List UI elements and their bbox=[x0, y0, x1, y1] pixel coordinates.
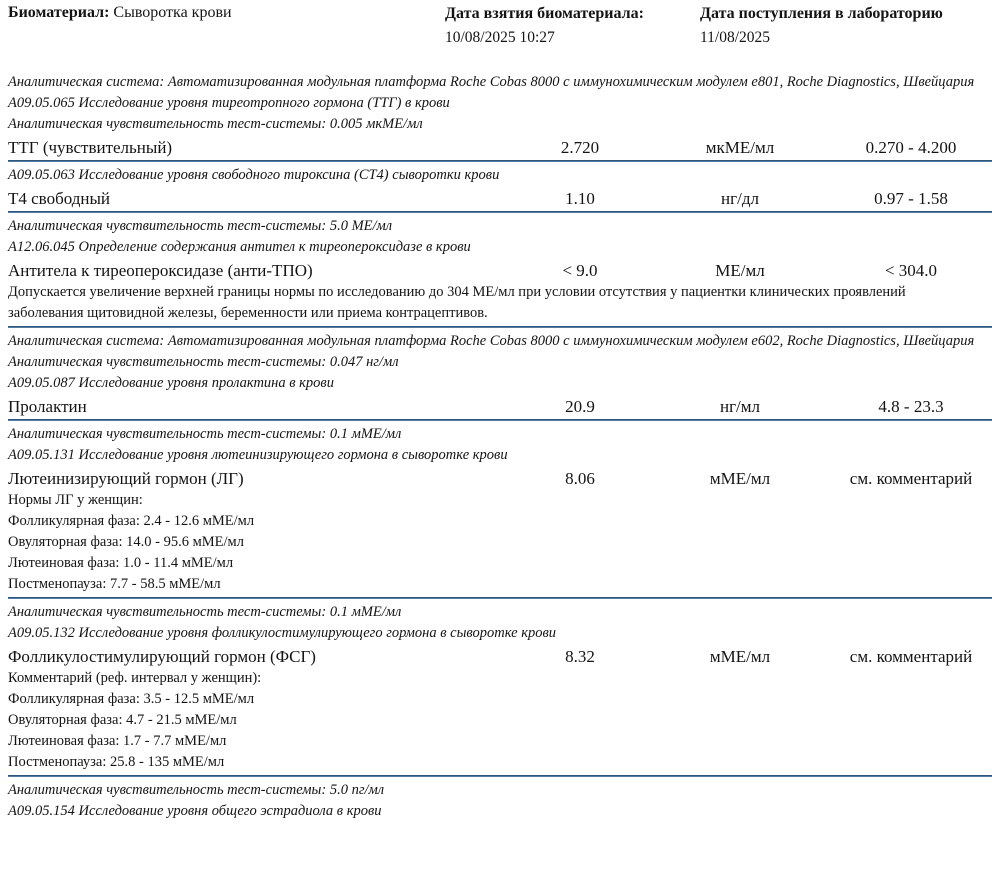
comment-line: Постменопауза: 25.8 - 135 мМЕ/мл bbox=[8, 754, 225, 770]
report-header bbox=[8, 4, 992, 52]
biomaterial-label: Биоматериал: bbox=[8, 4, 110, 21]
test-result-value: 2.720 bbox=[560, 138, 600, 157]
test-name: Фолликулостимулирующий гормон (ФСГ) bbox=[8, 647, 316, 666]
test-comment bbox=[8, 668, 976, 773]
analytic-meta-line: Аналитическая система: Автоматизированная модульная платформа Roche Cobas 8000 с иммунохимическим модулем e801, Roche Diagnostics, Швейцария bbox=[8, 74, 975, 90]
test-unit: нг/мл bbox=[719, 397, 761, 416]
analytic-meta-line: Аналитическая чувствительность тест-системы: 0.047 нг/мл bbox=[8, 354, 399, 370]
analytic-meta-line: Аналитическая чувствительность тест-системы: 0.1 мМЕ/мл bbox=[8, 604, 402, 620]
test-comment bbox=[8, 490, 976, 595]
test-result-value: 8.32 bbox=[565, 647, 595, 666]
test-name: Т4 свободный bbox=[8, 189, 111, 208]
test-unit: нг/дл bbox=[721, 189, 759, 208]
section-divider-line bbox=[8, 160, 992, 163]
analytic-meta-line: Аналитическая чувствительность тест-системы: 5.0 МЕ/мл bbox=[8, 218, 393, 234]
comment-line: Постменопауза: 7.7 - 58.5 мМЕ/мл bbox=[8, 576, 221, 592]
analytic-meta-line: A09.05.087 Исследование уровня пролактина в крови bbox=[8, 375, 334, 391]
test-reference-range: 4.8 - 23.3 bbox=[878, 397, 944, 416]
test-result-row bbox=[8, 188, 992, 209]
test-result-row bbox=[8, 468, 992, 489]
test-reference-range: < 304.0 bbox=[884, 261, 938, 280]
test-unit: мкМЕ/мл bbox=[705, 138, 775, 157]
collection-date-value: 10/08/2025 10:27 bbox=[445, 29, 555, 46]
analytic-meta-line: A09.05.131 Исследование уровня лютеинизирующего гормона в сыворотке крови bbox=[8, 447, 508, 463]
test-unit: МЕ/мл bbox=[715, 261, 765, 280]
section-divider-line bbox=[8, 326, 992, 329]
test-result-row bbox=[8, 137, 992, 158]
test-result-value: 8.06 bbox=[565, 469, 595, 488]
test-name: Пролактин bbox=[8, 397, 87, 416]
test-result-row bbox=[8, 260, 992, 281]
test-unit: мМЕ/мл bbox=[709, 647, 771, 666]
section-divider-line bbox=[8, 419, 992, 422]
comment-line: Фолликулярная фаза: 2.4 - 12.6 мМЕ/мл bbox=[8, 513, 255, 529]
test-result-value: 1.10 bbox=[565, 189, 595, 208]
report-body bbox=[8, 74, 992, 819]
test-result-value: 20.9 bbox=[565, 397, 595, 416]
test-reference-range: 0.270 - 4.200 bbox=[865, 138, 957, 157]
test-unit: мМЕ/мл bbox=[709, 469, 771, 488]
collection-date-label: Дата взятия биоматериала: bbox=[445, 5, 644, 22]
test-result-value: < 9.0 bbox=[562, 261, 598, 280]
comment-line: Нормы ЛГ у женщин: bbox=[8, 492, 143, 508]
analytic-meta-line: Аналитическая чувствительность тест-системы: 0.1 мМЕ/мл bbox=[8, 426, 402, 442]
comment-line: Овуляторная фаза: 4.7 - 21.5 мМЕ/мл bbox=[8, 712, 237, 728]
analytic-meta-line: A09.05.132 Исследование уровня фолликулостимулирующего гормона в сыворотке крови bbox=[8, 625, 557, 641]
received-date-value: 11/08/2025 bbox=[700, 29, 771, 46]
biomaterial-value: Сыворотка крови bbox=[113, 4, 232, 21]
test-name: Антитела к тиреопероксидазе (анти-ТПО) bbox=[8, 261, 313, 280]
test-reference-range: 0.97 - 1.58 bbox=[874, 189, 948, 208]
section-divider-line bbox=[8, 211, 992, 214]
collection-date-field bbox=[445, 4, 695, 47]
section-divider-line bbox=[8, 597, 992, 600]
analytic-meta-line: Аналитическая чувствительность тест-системы: 0.005 мкМЕ/мл bbox=[8, 116, 423, 132]
analytic-meta-line: A09.05.154 Исследование уровня общего эстрадиола в крови bbox=[8, 803, 382, 819]
biomaterial-field bbox=[8, 4, 232, 22]
test-reference-range: см. комментарий bbox=[849, 647, 973, 666]
analytic-meta-line: Аналитическая чувствительность тест-системы: 5.0 пг/мл bbox=[8, 782, 385, 798]
analytic-meta-line: A12.06.045 Определение содержания антител к тиреопероксидазе в крови bbox=[8, 239, 471, 255]
analytic-meta-line: Аналитическая система: Автоматизированная модульная платформа Roche Cobas 8000 с иммунохимическим модулем e602, Roche Diagnostics, Швейцария bbox=[8, 333, 975, 349]
comment-line: Комментарий (реф. интервал у женщин): bbox=[8, 670, 262, 686]
test-result-row bbox=[8, 646, 992, 667]
analytic-meta-line: A09.05.065 Исследование уровня тиреотропного гормона (ТТГ) в крови bbox=[8, 95, 450, 111]
comment-line: Лютеиновая фаза: 1.0 - 11.4 мМЕ/мл bbox=[8, 555, 234, 571]
test-name: ТТГ (чувствительный) bbox=[8, 138, 173, 157]
test-comment bbox=[8, 282, 976, 324]
analytic-meta-line: A09.05.063 Исследование уровня свободного тироксина (СТ4) сыворотки крови bbox=[8, 167, 500, 183]
received-date-label: Дата поступления в лабораторию bbox=[700, 5, 943, 22]
test-reference-range: см. комментарий bbox=[849, 469, 973, 488]
test-name: Лютеинизирующий гормон (ЛГ) bbox=[8, 469, 244, 488]
section-divider-line bbox=[8, 775, 992, 778]
test-result-row bbox=[8, 396, 992, 417]
comment-line: Допускается увеличение верхней границы нормы по исследованию до 304 МЕ/мл при условии отсутствия у пациентки клинических проявлений заболевания щитовидной железы, беременности или приема контрацептивов. bbox=[8, 284, 906, 321]
received-date-field bbox=[700, 4, 1000, 47]
comment-line: Лютеиновая фаза: 1.7 - 7.7 мМЕ/мл bbox=[8, 733, 227, 749]
comment-line: Фолликулярная фаза: 3.5 - 12.5 мМЕ/мл bbox=[8, 691, 255, 707]
comment-line: Овуляторная фаза: 14.0 - 95.6 мМЕ/мл bbox=[8, 534, 244, 550]
